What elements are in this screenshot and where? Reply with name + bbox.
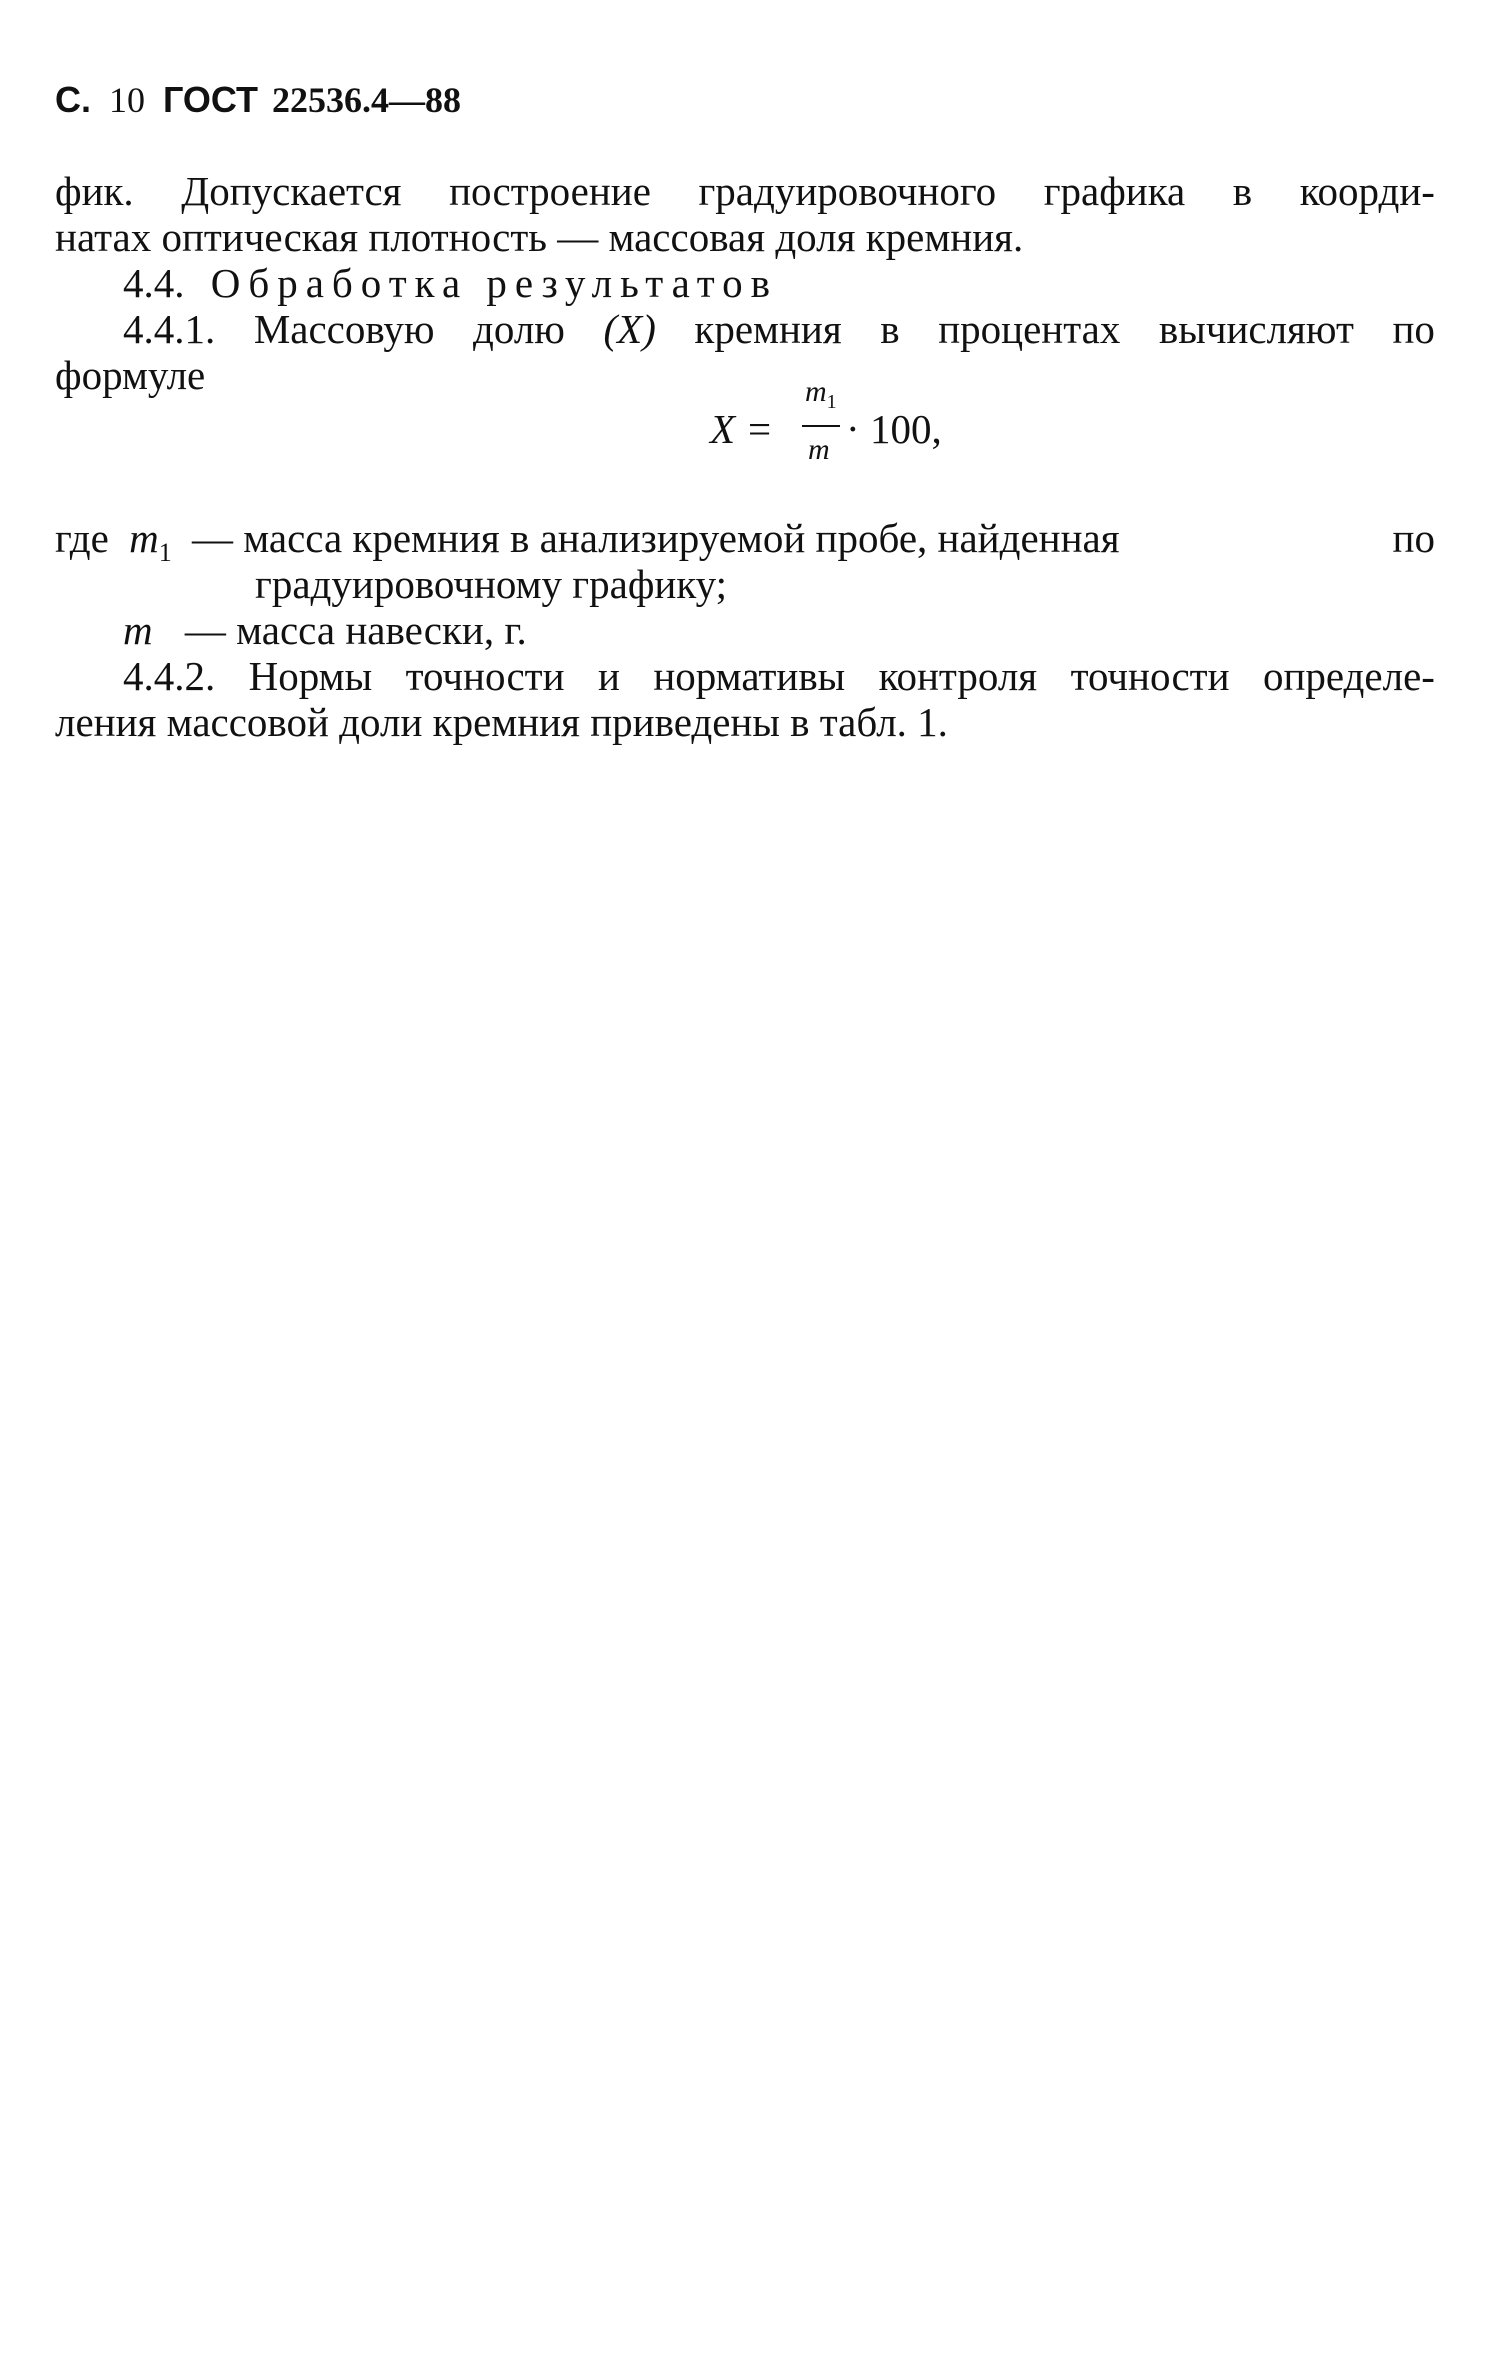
formula-equals: = xyxy=(748,406,772,452)
paragraph-line xyxy=(55,168,1435,214)
word: в xyxy=(880,306,900,352)
word: 4.4.2. xyxy=(123,653,216,699)
word: процентах xyxy=(938,306,1121,352)
def-symbol-subscript: 1 xyxy=(158,538,172,568)
header-standard-number: 22536.4—88 xyxy=(272,80,462,120)
fraction-bar xyxy=(802,425,840,427)
section-title: Обработка результатов xyxy=(210,260,779,306)
def-symbol-letter: m xyxy=(129,515,159,561)
page-header xyxy=(55,79,462,120)
numerator-subscript: 1 xyxy=(826,391,837,413)
word: вычисляют xyxy=(1158,306,1354,352)
formula-numerator xyxy=(805,375,837,414)
word: фик. xyxy=(55,168,134,214)
formula-multiply: · xyxy=(846,406,860,452)
formula-lhs: X xyxy=(710,406,736,452)
word: 4.4.1. xyxy=(123,306,216,352)
definition-line: градуировочному графику; xyxy=(255,561,728,607)
def-symbol xyxy=(129,515,172,568)
word: точности xyxy=(405,653,565,699)
word: построение xyxy=(449,168,651,214)
word: долю xyxy=(473,306,565,352)
word: контроля xyxy=(878,653,1038,699)
word: по xyxy=(1392,515,1435,561)
word: и xyxy=(597,653,620,699)
word: Массовую xyxy=(253,306,435,352)
section-number: 4.4. xyxy=(123,260,185,306)
where-word: где xyxy=(55,515,109,561)
formula-denominator: m xyxy=(808,433,830,466)
formula-factor: 100, xyxy=(870,406,942,452)
word: Нормы xyxy=(248,653,373,699)
paragraph-line: ления массовой доли кремния приведены в табл. 1. xyxy=(55,699,948,745)
paragraph-line xyxy=(123,306,1435,352)
word: градуировочного xyxy=(698,168,997,214)
word: Допускается xyxy=(181,168,402,214)
word: определе- xyxy=(1262,653,1435,699)
definition-text: — масса кремния в анализируемой пробе, найденная xyxy=(191,515,1120,561)
word: нормативы xyxy=(653,653,846,699)
definition-text: — масса навески, г. xyxy=(184,607,527,653)
word: по xyxy=(1392,306,1435,352)
word: (X) xyxy=(603,306,656,352)
header-prefix: С. xyxy=(55,79,91,120)
word: в xyxy=(1232,168,1253,214)
word: кремния xyxy=(694,306,842,352)
word: графика xyxy=(1043,168,1186,214)
paragraph-line: натах оптическая плотность — массовая доля кремния. xyxy=(55,214,1024,260)
section-heading xyxy=(123,260,778,306)
word: точности xyxy=(1070,653,1230,699)
numerator-symbol: m xyxy=(805,375,827,408)
definition-line xyxy=(123,607,527,653)
header-standard: ГОСТ xyxy=(163,79,259,120)
def-symbol: m xyxy=(123,607,153,653)
paragraph-line xyxy=(123,653,1435,699)
header-page-number: 10 xyxy=(109,80,145,120)
word: коорди- xyxy=(1299,168,1435,214)
paragraph-line: формуле xyxy=(55,352,206,398)
